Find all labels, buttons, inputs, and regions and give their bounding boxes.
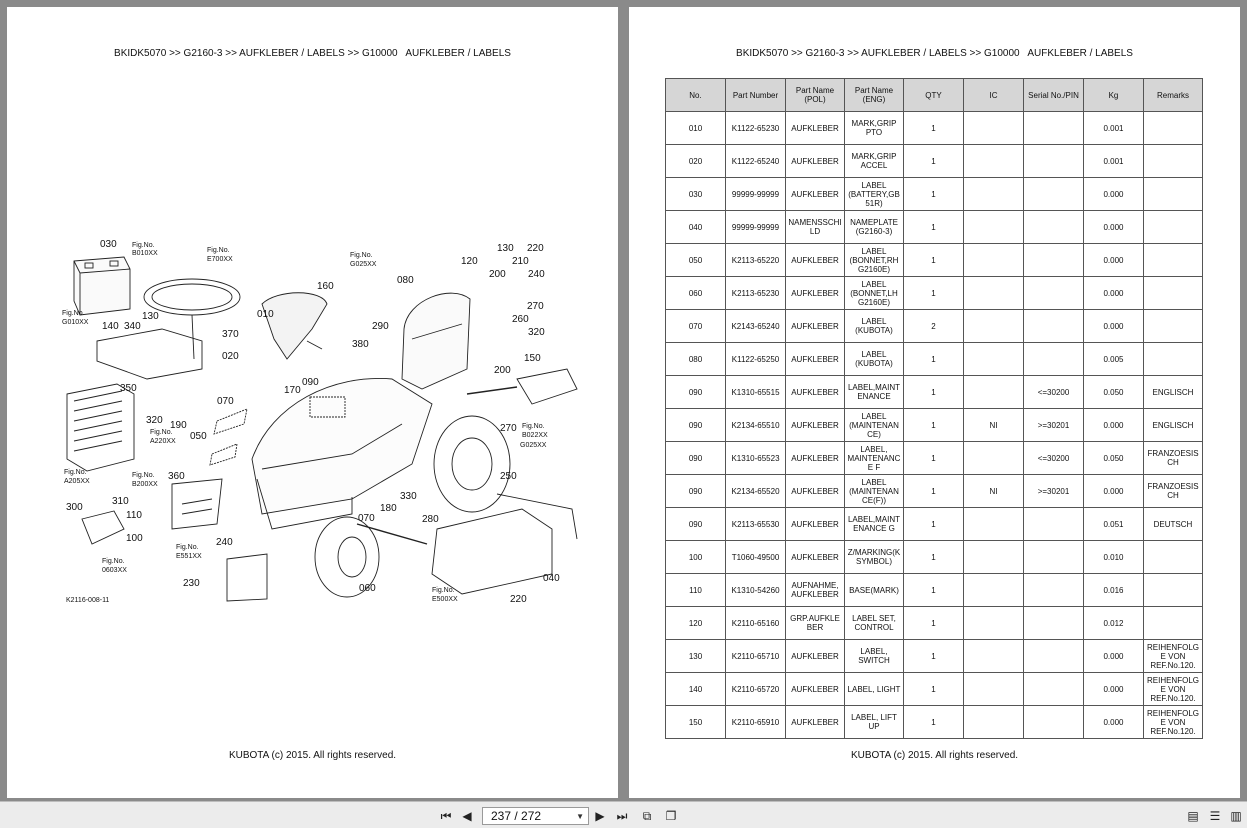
header-serial: Serial No./PIN: [1024, 79, 1084, 112]
cell-serial: <=30200: [1024, 376, 1084, 409]
svg-text:170: 170: [284, 385, 301, 396]
cell-kg: 0.000: [1084, 706, 1144, 739]
cell-qty: 1: [904, 244, 964, 277]
cell-serial: <=30200: [1024, 442, 1084, 475]
svg-text:100: 100: [126, 533, 143, 544]
cell-remarks: [1144, 541, 1203, 574]
svg-text:Fig.No.: Fig.No.: [132, 472, 155, 479]
cell-part-name-pol: GRP.AUFKLE BER: [786, 607, 845, 640]
cell-remarks: [1144, 244, 1203, 277]
cell-part-name-eng: BASE(MARK): [845, 574, 904, 607]
svg-text:240: 240: [216, 537, 233, 548]
cell-part-name-eng: LABEL, SWITCH: [845, 640, 904, 673]
cell-no: 090: [666, 409, 726, 442]
cell-kg: 0.000: [1084, 277, 1144, 310]
cell-part-name-pol: AUFKLEBER: [786, 541, 845, 574]
table-row: [666, 343, 1203, 376]
cell-ic: [964, 244, 1024, 277]
cell-ic: [964, 574, 1024, 607]
table-row: [666, 211, 1203, 244]
cell-qty: 1: [904, 277, 964, 310]
cell-ic: NI: [964, 409, 1024, 442]
cell-ic: [964, 178, 1024, 211]
svg-text:300: 300: [66, 502, 83, 513]
header-kg: Kg: [1084, 79, 1144, 112]
cell-serial: [1024, 244, 1084, 277]
table-row: [666, 508, 1203, 541]
cell-qty: 1: [904, 574, 964, 607]
cell-kg: 0.005: [1084, 343, 1144, 376]
cell-serial: [1024, 607, 1084, 640]
cell-part-number: K2113-65220: [726, 244, 786, 277]
cell-part-name-pol: AUFKLEBER: [786, 112, 845, 145]
cell-part-number: K1122-65230: [726, 112, 786, 145]
facing-layout-icon[interactable]: ▥: [1230, 809, 1242, 823]
cell-kg: 0.051: [1084, 508, 1144, 541]
cell-remarks: REIHENFOLG E VON REF.No.120.: [1144, 673, 1203, 706]
viewer-toolbar: [0, 801, 1247, 828]
svg-text:310: 310: [112, 496, 129, 507]
table-row: [666, 706, 1203, 739]
cell-kg: 0.000: [1084, 244, 1144, 277]
header-no: No.: [666, 79, 726, 112]
cell-part-name-eng: LABEL (BONNET,LH G2160E): [845, 277, 904, 310]
svg-text:330: 330: [400, 491, 417, 502]
cell-serial: [1024, 178, 1084, 211]
svg-text:240: 240: [528, 269, 545, 280]
cell-qty: 1: [904, 508, 964, 541]
cell-qty: 1: [904, 607, 964, 640]
cell-part-name-pol: AUFKLEBER: [786, 508, 845, 541]
table-row: [666, 475, 1203, 508]
cell-part-number: K2110-65160: [726, 607, 786, 640]
cell-part-name-eng: LABEL, LIFT UP: [845, 706, 904, 739]
svg-text:A205XX: A205XX: [64, 478, 90, 485]
cell-part-number: K2143-65240: [726, 310, 786, 343]
cell-ic: [964, 211, 1024, 244]
svg-text:060: 060: [359, 583, 376, 594]
cell-part-name-pol: AUFKLEBER: [786, 706, 845, 739]
svg-text:Fig.No.: Fig.No.: [432, 587, 455, 594]
cell-kg: 0.050: [1084, 442, 1144, 475]
cell-serial: [1024, 508, 1084, 541]
cell-part-name-pol: AUFKLEBER: [786, 244, 845, 277]
cell-part-name-pol: AUFKLEBER: [786, 409, 845, 442]
svg-text:020: 020: [222, 351, 239, 362]
page-indicator: 237 / 272: [491, 809, 542, 823]
cell-part-number: K2113-65530: [726, 508, 786, 541]
header-remarks: Remarks: [1144, 79, 1203, 112]
svg-text:Fig.No.: Fig.No.: [102, 558, 125, 565]
cell-ic: [964, 541, 1024, 574]
svg-text:120: 120: [461, 256, 478, 267]
cell-part-number: K2110-65710: [726, 640, 786, 673]
svg-text:Fig.No.: Fig.No.: [207, 247, 230, 254]
cell-part-name-pol: NAMENSSCHI LD: [786, 211, 845, 244]
cell-remarks: [1144, 343, 1203, 376]
cell-qty: 2: [904, 310, 964, 343]
cell-qty: 1: [904, 343, 964, 376]
cell-serial: [1024, 673, 1084, 706]
last-page-icon[interactable]: ⏭: [616, 808, 628, 823]
copyright-footer: KUBOTA (c) 2015. All rights reserved.: [228, 750, 397, 761]
cell-serial: [1024, 277, 1084, 310]
svg-text:380: 380: [352, 339, 369, 350]
cell-no: 140: [666, 673, 726, 706]
cell-part-name-eng: Z/MARKING(K SYMBOL): [845, 541, 904, 574]
parts-diagram: [52, 229, 587, 609]
cell-remarks: REIHENFOLG E VON REF.No.120.: [1144, 706, 1203, 739]
cell-no: 100: [666, 541, 726, 574]
svg-text:Fig.No.: Fig.No.: [64, 469, 87, 476]
svg-text:360: 360: [168, 471, 185, 482]
cell-no: 090: [666, 376, 726, 409]
single-layout-icon[interactable]: ▤: [1187, 809, 1199, 823]
cell-no: 120: [666, 607, 726, 640]
svg-text:090: 090: [302, 377, 319, 388]
svg-text:Fig.No.: Fig.No.: [522, 423, 545, 430]
svg-text:250: 250: [500, 471, 517, 482]
prev-page-icon[interactable]: ◀: [462, 809, 472, 823]
cell-kg: 0.016: [1084, 574, 1144, 607]
svg-text:E700XX: E700XX: [207, 256, 233, 263]
svg-text:G025XX: G025XX: [520, 442, 547, 449]
cell-kg: 0.050: [1084, 376, 1144, 409]
svg-text:Fig.No.: Fig.No.: [350, 252, 373, 259]
cell-part-name-eng: LABEL, LIGHT: [845, 673, 904, 706]
cell-kg: 0.010: [1084, 541, 1144, 574]
cell-part-name-eng: LABEL SET, CONTROL: [845, 607, 904, 640]
cell-no: 090: [666, 508, 726, 541]
table-row: [666, 442, 1203, 475]
cell-no: 110: [666, 574, 726, 607]
svg-text:320: 320: [146, 415, 163, 426]
cell-ic: [964, 442, 1024, 475]
cell-part-number: 99999-99999: [726, 178, 786, 211]
cell-no: 050: [666, 244, 726, 277]
cell-no: 150: [666, 706, 726, 739]
cell-remarks: [1144, 277, 1203, 310]
tractor-illustration: [52, 229, 587, 609]
parts-table-body: [666, 112, 1203, 739]
table-row: [666, 673, 1203, 706]
svg-text:070: 070: [358, 513, 375, 524]
cell-ic: NI: [964, 475, 1024, 508]
svg-text:220: 220: [510, 594, 527, 605]
cell-part-number: K1310-54260: [726, 574, 786, 607]
cell-part-name-eng: MARK,GRIP PTO: [845, 112, 904, 145]
cell-no: 040: [666, 211, 726, 244]
cell-kg: 0.000: [1084, 640, 1144, 673]
svg-text:320: 320: [528, 327, 545, 338]
svg-text:190: 190: [170, 420, 187, 431]
svg-text:040: 040: [543, 573, 560, 584]
cell-remarks: [1144, 574, 1203, 607]
callout-030: 030: [100, 239, 117, 250]
cell-no: 070: [666, 310, 726, 343]
cell-part-name-pol: AUFKLEBER: [786, 343, 845, 376]
two-page-view-icon[interactable]: ❐: [665, 809, 677, 823]
cell-kg: 0.001: [1084, 112, 1144, 145]
svg-text:B200XX: B200XX: [132, 481, 158, 488]
svg-text:160: 160: [317, 281, 334, 292]
cell-part-number: K1122-65250: [726, 343, 786, 376]
cell-qty: 1: [904, 409, 964, 442]
cell-part-name-pol: AUFKLEBER: [786, 178, 845, 211]
table-row: [666, 244, 1203, 277]
cell-ic: [964, 112, 1024, 145]
cell-no: 060: [666, 277, 726, 310]
diagram-code: K2116-008-11: [66, 597, 110, 604]
cell-qty: 1: [904, 376, 964, 409]
table-row: [666, 541, 1203, 574]
parts-table: [665, 78, 1203, 739]
cell-remarks: [1144, 607, 1203, 640]
cell-part-name-eng: LABEL (BATTERY,GB 51R): [845, 178, 904, 211]
cell-part-number: K2134-65520: [726, 475, 786, 508]
table-header-row: [666, 79, 1203, 112]
svg-text:210: 210: [512, 256, 529, 267]
cell-part-name-eng: LABEL,MAINT ENANCE: [845, 376, 904, 409]
cell-qty: 1: [904, 706, 964, 739]
table-row: [666, 640, 1203, 673]
cell-part-name-pol: AUFKLEBER: [786, 475, 845, 508]
cell-remarks: REIHENFOLG E VON REF.No.120.: [1144, 640, 1203, 673]
svg-text:G010XX: G010XX: [62, 319, 89, 326]
cell-remarks: ENGLISCH: [1144, 409, 1203, 442]
cell-serial: [1024, 574, 1084, 607]
svg-text:290: 290: [372, 321, 389, 332]
cell-ic: [964, 310, 1024, 343]
cell-no: 090: [666, 442, 726, 475]
svg-text:220: 220: [527, 243, 544, 254]
cell-part-name-eng: LABEL (BONNET,RH G2160E): [845, 244, 904, 277]
cell-remarks: DEUTSCH: [1144, 508, 1203, 541]
svg-text:050: 050: [190, 431, 207, 442]
table-row: [666, 607, 1203, 640]
cell-kg: 0.000: [1084, 475, 1144, 508]
cell-part-name-eng: LABEL (KUBOTA): [845, 343, 904, 376]
cell-part-name-pol: AUFKLEBER: [786, 673, 845, 706]
svg-text:G025XX: G025XX: [350, 261, 377, 268]
cell-part-number: K2113-65230: [726, 277, 786, 310]
cell-kg: 0.000: [1084, 409, 1144, 442]
cell-part-name-pol: AUFKLEBER: [786, 442, 845, 475]
svg-text:150: 150: [524, 353, 541, 364]
svg-text:010: 010: [257, 309, 274, 320]
svg-text:E500XX: E500XX: [432, 596, 458, 603]
cell-serial: [1024, 145, 1084, 178]
cell-kg: 0.000: [1084, 310, 1144, 343]
svg-text:180: 180: [380, 503, 397, 514]
cell-ic: [964, 673, 1024, 706]
cell-no: 130: [666, 640, 726, 673]
left-page: [7, 7, 618, 798]
cell-no: 090: [666, 475, 726, 508]
cell-ic: [964, 640, 1024, 673]
svg-text:0603XX: 0603XX: [102, 567, 127, 574]
cell-remarks: [1144, 310, 1203, 343]
table-row: [666, 376, 1203, 409]
cell-ic: [964, 376, 1024, 409]
continuous-layout-icon[interactable]: ☰: [1209, 809, 1221, 823]
table-row: [666, 112, 1203, 145]
first-page-icon[interactable]: ⏮: [440, 808, 452, 823]
svg-text:110: 110: [126, 510, 142, 521]
cell-part-name-pol: AUFKLEBER: [786, 640, 845, 673]
cell-part-number: K2134-65510: [726, 409, 786, 442]
cell-serial: [1024, 211, 1084, 244]
header-ic: IC: [964, 79, 1024, 112]
cell-serial: [1024, 541, 1084, 574]
cell-serial: [1024, 343, 1084, 376]
header-qty: QTY: [904, 79, 964, 112]
svg-text:Fig.No.: Fig.No.: [132, 242, 155, 249]
cell-remarks: ENGLISCH: [1144, 376, 1203, 409]
svg-text:130: 130: [497, 243, 514, 254]
svg-text:370: 370: [222, 329, 239, 340]
cell-part-number: K2110-65720: [726, 673, 786, 706]
cell-part-name-eng: LABEL,MAINT ENANCE G: [845, 508, 904, 541]
cell-remarks: [1144, 211, 1203, 244]
cell-ic: [964, 343, 1024, 376]
cell-serial: [1024, 112, 1084, 145]
cell-no: 030: [666, 178, 726, 211]
header-part-name-pol: Part Name (POL): [786, 79, 845, 112]
table-row: [666, 409, 1203, 442]
cell-part-number: K1310-65515: [726, 376, 786, 409]
svg-text:230: 230: [183, 578, 200, 589]
cell-part-name-eng: MARK,GRIP ACCEL: [845, 145, 904, 178]
cell-qty: 1: [904, 178, 964, 211]
cell-serial: [1024, 640, 1084, 673]
svg-text:270: 270: [500, 423, 517, 434]
cell-part-name-eng: NAMEPLATE (G2160-3): [845, 211, 904, 244]
cell-part-name-eng: LABEL (MAINTENAN CE(F)): [845, 475, 904, 508]
svg-text:270: 270: [527, 301, 544, 312]
table-row: [666, 574, 1203, 607]
cell-kg: 0.001: [1084, 145, 1144, 178]
cell-qty: 1: [904, 442, 964, 475]
svg-text:200: 200: [494, 365, 511, 376]
right-page: [629, 7, 1240, 798]
cell-no: 080: [666, 343, 726, 376]
table-row: [666, 310, 1203, 343]
cell-qty: 1: [904, 112, 964, 145]
cell-part-name-pol: AUFKLEBER: [786, 145, 845, 178]
svg-text:350: 350: [120, 383, 137, 394]
cell-kg: 0.000: [1084, 673, 1144, 706]
table-row: [666, 178, 1203, 211]
svg-text:B010XX: B010XX: [132, 250, 158, 257]
cell-kg: 0.000: [1084, 211, 1144, 244]
cell-part-name-eng: LABEL, MAINTENANC E F: [845, 442, 904, 475]
cell-part-name-pol: AUFKLEBER: [786, 277, 845, 310]
copyright-footer: KUBOTA (c) 2015. All rights reserved.: [850, 750, 1019, 761]
table-row: [666, 277, 1203, 310]
next-page-icon[interactable]: ▶: [595, 809, 605, 823]
cell-qty: 1: [904, 541, 964, 574]
page-number-select[interactable]: [482, 807, 589, 825]
breadcrumb: BKIDK5070 >> G2160-3 >> AUFKLEBER / LABELS >> G10000 AUFKLEBER / LABELS: [114, 48, 511, 59]
svg-text:340: 340: [124, 321, 141, 332]
cell-part-number: K1122-65240: [726, 145, 786, 178]
cell-serial: >=30201: [1024, 475, 1084, 508]
cell-part-name-eng: LABEL (MAINTENAN CE): [845, 409, 904, 442]
cell-part-name-eng: LABEL (KUBOTA): [845, 310, 904, 343]
cell-remarks: [1144, 145, 1203, 178]
cell-remarks: FRANZOESIS CH: [1144, 442, 1203, 475]
svg-text:280: 280: [422, 514, 439, 525]
header-part-name-eng: Part Name (ENG): [845, 79, 904, 112]
svg-text:260: 260: [512, 314, 529, 325]
cell-qty: 1: [904, 640, 964, 673]
svg-text:130: 130: [142, 311, 159, 322]
cell-remarks: FRANZOESIS CH: [1144, 475, 1203, 508]
cell-no: 010: [666, 112, 726, 145]
single-page-view-icon[interactable]: ⧉: [642, 808, 652, 823]
svg-text:Fig.No.: Fig.No.: [150, 429, 173, 436]
cell-part-number: 99999-99999: [726, 211, 786, 244]
cell-part-name-pol: AUFNAHME, AUFKLEBER: [786, 574, 845, 607]
breadcrumb: BKIDK5070 >> G2160-3 >> AUFKLEBER / LABELS >> G10000 AUFKLEBER / LABELS: [736, 48, 1133, 59]
cell-remarks: [1144, 112, 1203, 145]
svg-text:200: 200: [489, 269, 506, 280]
cell-no: 020: [666, 145, 726, 178]
cell-part-name-pol: AUFKLEBER: [786, 376, 845, 409]
table-row: [666, 145, 1203, 178]
cell-part-number: K1310-65523: [726, 442, 786, 475]
cell-qty: 1: [904, 145, 964, 178]
header-part-number: Part Number: [726, 79, 786, 112]
cell-ic: [964, 706, 1024, 739]
cell-serial: [1024, 310, 1084, 343]
svg-text:140: 140: [102, 321, 119, 332]
cell-remarks: [1144, 178, 1203, 211]
svg-text:B022XX: B022XX: [522, 432, 548, 439]
cell-serial: >=30201: [1024, 409, 1084, 442]
cell-ic: [964, 508, 1024, 541]
cell-serial: [1024, 706, 1084, 739]
cell-ic: [964, 277, 1024, 310]
chevron-down-icon: ▼: [576, 812, 584, 821]
cell-ic: [964, 145, 1024, 178]
svg-text:E551XX: E551XX: [176, 553, 202, 560]
cell-qty: 1: [904, 211, 964, 244]
cell-kg: 0.000: [1084, 178, 1144, 211]
svg-text:A220XX: A220XX: [150, 438, 176, 445]
cell-qty: 1: [904, 475, 964, 508]
cell-part-name-pol: AUFKLEBER: [786, 310, 845, 343]
svg-text:Fig.No.: Fig.No.: [62, 310, 85, 317]
cell-part-number: T1060-49500: [726, 541, 786, 574]
cell-part-number: K2110-65910: [726, 706, 786, 739]
cell-kg: 0.012: [1084, 607, 1144, 640]
cell-ic: [964, 607, 1024, 640]
svg-text:070: 070: [217, 396, 234, 407]
cell-qty: 1: [904, 673, 964, 706]
svg-text:Fig.No.: Fig.No.: [176, 544, 199, 551]
svg-text:080: 080: [397, 275, 414, 286]
